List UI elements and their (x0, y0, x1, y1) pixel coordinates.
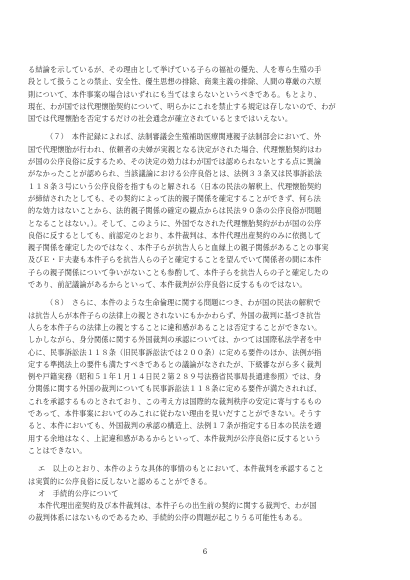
text-line: 現在、わが国では代理懐胎契約について、明らかにこれを禁止する規定は存しないので、わが (28, 101, 336, 111)
text-line: がなかったことが認められ、当該議論における公序良俗とは、法例３３条又は民事訴訟法 (28, 169, 322, 179)
text-line: ことはできない。 (28, 445, 87, 455)
text-line: の裁判体系にはないものであるため、手続的公序の問題が起こりうる可能性もある。 (28, 513, 307, 523)
text-line: 分関係に関する外国の裁判についても民事訴訟法１１８条に定める要件が満たされれば、 (28, 384, 322, 394)
text-line: 心に、民事訴訟法１１８条（旧民事訴訟法では２００条）に定める要件のほか、法例が指 (28, 347, 322, 357)
text-line: 良俗に反するとしても、前認定のとおり、本件裁判は、本件代理出産契約のみに依拠して (28, 230, 322, 240)
document-page (28, 64, 384, 525)
text-line: 定する準拠法上の要件も満たすべきであるとの議論がなされたが、下級審ながら多く裁判 (28, 359, 322, 369)
text-line: 国では代理懐胎を否定するだけの社会通念が確立されているとまではいえない。 (28, 114, 293, 124)
page-number: 6 (202, 548, 208, 556)
text-line: ると、本件においても、外国裁判の承認の構造上、法例１７条が指定する日本の民法を適 (28, 421, 322, 431)
text-line: となることはない。）。そして、このように、外国でなされた代理懐胎契約がわが国の公序 (28, 218, 322, 228)
text-line: 人らを本件子らの法律上の親とすることに違和感があることは否定することができない。 (28, 322, 322, 332)
text-line: 親子関係を確定したのではなく、本件子らが抗告人らと血縁上の親子関係があることの事実 (28, 243, 329, 253)
text-line: （７） 本件記録によれば、法制審議会生殖補助医療関連親子法制部会において、外 (46, 132, 322, 142)
text-line: １１８条３号にいう公序良俗を指すものと解される（日本の民法の解釈上、代理懐胎契約 (28, 181, 322, 191)
text-line: 用する余地はなく、上記違和感があるからといって、本件裁判が公序良俗に反するという (28, 433, 322, 443)
text-line: が締結されたとしても、その契約によって法的親子関係を確定することができず、何ら法 (28, 193, 321, 203)
text-line: る結論を示しているが、その理由として挙げている子らの福祉の優先、人を専ら生殖の手 (28, 65, 322, 74)
text-line: 段として扱うことの禁止、安全性、優生思想の排除、商業主義の排除、人間の尊厳の六原 (28, 77, 322, 87)
text-line: 本件代理出産契約及び本件裁判は、本件子らの出生前の契約に関する裁判で、わが国 (38, 501, 317, 511)
text-line: は抗告人らが本件子らの法律上の親とされないにもかかわらず、外国の裁判に基づき抗告 (28, 310, 321, 320)
text-line: であり、前記議論があるからといって、本件裁判が公序良俗に反するものではない。 (28, 280, 307, 290)
text-line: 例や戸籍実務（昭和５１年１月１４日民２第２８９号法務省民事局長通達参照）では、身 (28, 372, 322, 382)
text-line: 国で代理懐胎が行われ、依頼者の夫婦が実親となる決定がされた場合、代理懐胎契約はわ (28, 144, 322, 154)
text-line: が国の公序良俗に反するため、その決定の効力はわが国では認められないとする点に異論 (28, 157, 322, 167)
text-line: であって、本件事案においてのみこれに従わない理由を見いだすことができない。そうす (28, 409, 322, 419)
text-line: 子らの親子関係について争いがないことも参酌して、本件子らを抗告人らの子と確定したの (28, 267, 329, 277)
text-line: これを承認するものとされており、この考え方は国際的な裁判秩序の安定に寄与するもの (28, 396, 322, 406)
text-line: 則について、本件事案の場合はいずれにも当てはまらないというべきである。もとより、 (28, 89, 322, 99)
text-line: （８） さらに、本件のような生命倫理に関する問題につき、わが国の民法の解釈で (46, 298, 321, 308)
text-line: は実質的に公序良俗に反しないと認めることができる。 (28, 476, 212, 486)
section-heading: オ 手続的公序について (38, 488, 119, 498)
text-line: 及びＥ・Ｆ夫妻も本件子らを抗告人らの子と確定することを望んでいて関係者の間に本件 (28, 255, 322, 265)
text-line: しかしながら、身分関係に関する外国裁判の承認については、かつては国際私法学者を中 (28, 335, 322, 345)
text-line: 的な効力はないことから、法的親子関係の確定の観点からは民法９０条の公序良俗が問題 (28, 206, 322, 216)
text-line: エ 以上のとおり、本件のような具体的事情のもとにおいて、本件裁判を承認すること (38, 464, 325, 474)
